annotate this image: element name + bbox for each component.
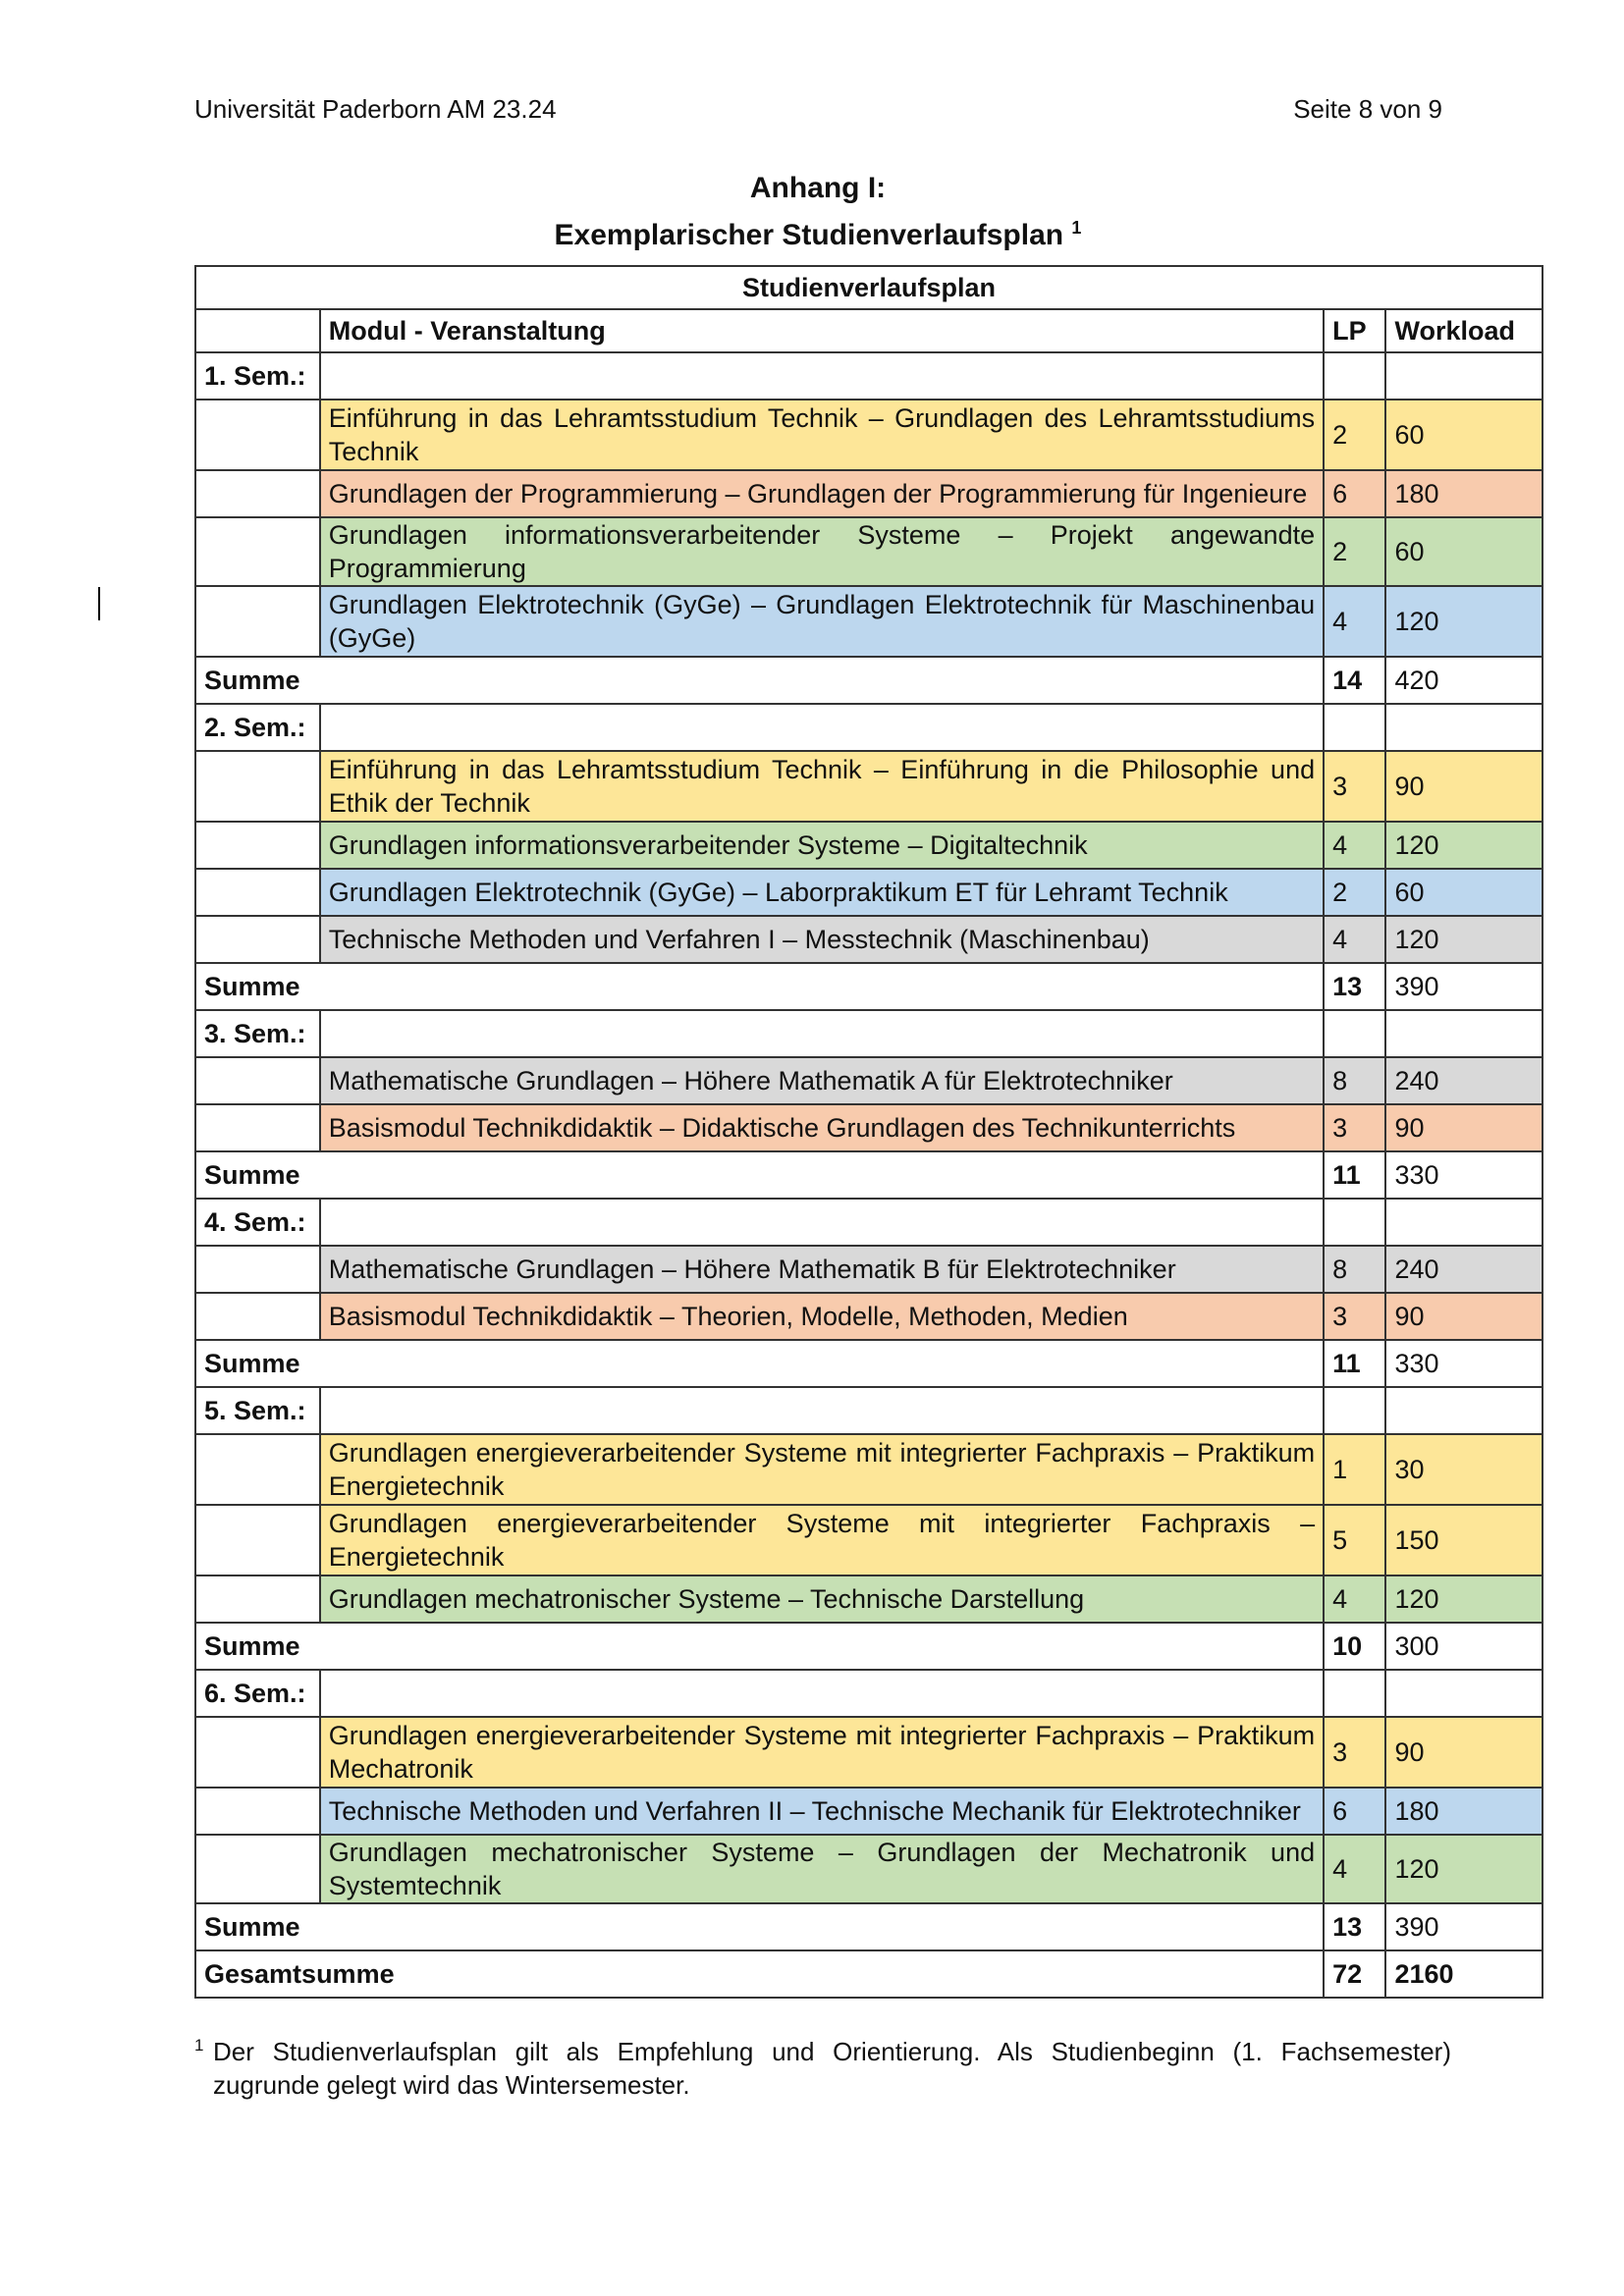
empty-cell bbox=[195, 1293, 320, 1340]
module-workload: 60 bbox=[1385, 400, 1543, 470]
sum-lp: 13 bbox=[1324, 1903, 1385, 1950]
module-lp: 2 bbox=[1324, 517, 1385, 586]
empty-cell bbox=[195, 1246, 320, 1293]
sum-label: Summe bbox=[195, 1340, 1324, 1387]
sum-label: Summe bbox=[195, 1151, 1324, 1199]
footnote-text: Der Studienverlaufsplan gilt als Empfehlung und Orientierung. Als Studienbeginn (1. Fachsemester) zugrunde gelegt wird das Wintersemester. bbox=[213, 2037, 1451, 2100]
module-row bbox=[195, 1717, 1543, 1788]
module-lp: 2 bbox=[1324, 869, 1385, 916]
empty-cell bbox=[1324, 704, 1385, 751]
sum-lp: 13 bbox=[1324, 963, 1385, 1010]
module-workload: 90 bbox=[1385, 1717, 1543, 1788]
semester-row bbox=[195, 1387, 1543, 1434]
module-workload: 90 bbox=[1385, 751, 1543, 822]
module-workload: 120 bbox=[1385, 1575, 1543, 1623]
empty-cell bbox=[195, 1434, 320, 1505]
empty-cell bbox=[320, 704, 1324, 751]
semester-sum-row bbox=[195, 1903, 1543, 1950]
empty-cell bbox=[320, 1199, 1324, 1246]
module-workload: 30 bbox=[1385, 1434, 1543, 1505]
sum-workload: 330 bbox=[1385, 1151, 1543, 1199]
module-name: Mathematische Grundlagen – Höhere Mathematik B für Elektrotechniker bbox=[320, 1246, 1324, 1293]
module-name: Grundlagen energieverarbeitender Systeme mit integrierter Fachpraxis – Energietechnik bbox=[320, 1505, 1324, 1575]
empty-cell bbox=[1385, 1010, 1543, 1057]
module-row bbox=[195, 751, 1543, 822]
module-row bbox=[195, 1246, 1543, 1293]
empty-cell bbox=[195, 1057, 320, 1104]
module-row bbox=[195, 470, 1543, 517]
empty-cell bbox=[195, 1835, 320, 1903]
module-row bbox=[195, 1434, 1543, 1505]
semester-label: 5. Sem.: bbox=[195, 1387, 320, 1434]
empty-cell bbox=[195, 822, 320, 869]
column-header-modul: Modul - Veranstaltung bbox=[320, 309, 1324, 352]
module-workload: 240 bbox=[1385, 1057, 1543, 1104]
empty-cell bbox=[1324, 1199, 1385, 1246]
semester-label: 4. Sem.: bbox=[195, 1199, 320, 1246]
semester-sum-row bbox=[195, 963, 1543, 1010]
table-header-row bbox=[195, 309, 1543, 352]
module-name: Technische Methoden und Verfahren I – Messtechnik (Maschinenbau) bbox=[320, 916, 1324, 963]
empty-cell bbox=[195, 1505, 320, 1575]
module-row bbox=[195, 400, 1543, 470]
module-name: Basismodul Technikdidaktik – Theorien, Modelle, Methoden, Medien bbox=[320, 1293, 1324, 1340]
empty-cell bbox=[195, 869, 320, 916]
sum-label: Summe bbox=[195, 963, 1324, 1010]
empty-cell bbox=[320, 352, 1324, 400]
semester-label: 6. Sem.: bbox=[195, 1670, 320, 1717]
module-name: Grundlagen informationsverarbeitender Systeme – Digitaltechnik bbox=[320, 822, 1324, 869]
title-line-2 bbox=[194, 208, 1441, 255]
module-name: Einführung in das Lehramtsstudium Technik – Einführung in die Philosophie und Ethik der Technik bbox=[320, 751, 1324, 822]
module-lp: 5 bbox=[1324, 1505, 1385, 1575]
empty-cell bbox=[1385, 352, 1543, 400]
empty-cell bbox=[320, 1010, 1324, 1057]
total-workload: 2160 bbox=[1385, 1950, 1543, 1998]
sum-lp: 10 bbox=[1324, 1623, 1385, 1670]
semester-sum-row bbox=[195, 1151, 1543, 1199]
module-row bbox=[195, 916, 1543, 963]
module-name: Grundlagen energieverarbeitender Systeme mit integrierter Fachpraxis – Praktikum Energietechnik bbox=[320, 1434, 1324, 1505]
title-footnote-ref: 1 bbox=[1071, 218, 1082, 238]
semester-label: 3. Sem.: bbox=[195, 1010, 320, 1057]
sum-lp: 11 bbox=[1324, 1340, 1385, 1387]
module-workload: 150 bbox=[1385, 1505, 1543, 1575]
semester-row bbox=[195, 1010, 1543, 1057]
title-text: Exemplarischer Studienverlaufsplan bbox=[554, 219, 1064, 251]
module-lp: 8 bbox=[1324, 1057, 1385, 1104]
footnote bbox=[194, 2035, 1451, 2102]
semester-label: 1. Sem.: bbox=[195, 352, 320, 400]
empty-cell bbox=[1385, 1199, 1543, 1246]
semester-label: 2. Sem.: bbox=[195, 704, 320, 751]
module-row bbox=[195, 1788, 1543, 1835]
sum-label: Summe bbox=[195, 657, 1324, 704]
empty-cell bbox=[1324, 1387, 1385, 1434]
empty-cell bbox=[195, 1788, 320, 1835]
text-cursor bbox=[98, 587, 100, 620]
module-workload: 90 bbox=[1385, 1104, 1543, 1151]
module-row bbox=[195, 1057, 1543, 1104]
module-workload: 120 bbox=[1385, 822, 1543, 869]
table-caption-row bbox=[195, 266, 1543, 309]
module-lp: 6 bbox=[1324, 470, 1385, 517]
module-workload: 120 bbox=[1385, 1835, 1543, 1903]
empty-cell bbox=[195, 586, 320, 657]
module-lp: 6 bbox=[1324, 1788, 1385, 1835]
semester-row bbox=[195, 1199, 1543, 1246]
empty-cell bbox=[195, 916, 320, 963]
module-name: Einführung in das Lehramtsstudium Technik – Grundlagen des Lehramtsstudiums Technik bbox=[320, 400, 1324, 470]
header-empty-cell bbox=[195, 309, 320, 352]
module-row bbox=[195, 517, 1543, 586]
footnote-number: 1 bbox=[194, 2036, 204, 2055]
module-row bbox=[195, 1505, 1543, 1575]
sum-workload: 420 bbox=[1385, 657, 1543, 704]
module-row bbox=[195, 822, 1543, 869]
empty-cell bbox=[1324, 1010, 1385, 1057]
empty-cell bbox=[1385, 1670, 1543, 1717]
module-lp: 2 bbox=[1324, 400, 1385, 470]
empty-cell bbox=[195, 470, 320, 517]
module-lp: 3 bbox=[1324, 1104, 1385, 1151]
empty-cell bbox=[195, 751, 320, 822]
total-label: Gesamtsumme bbox=[195, 1950, 1324, 1998]
table-caption: Studienverlaufsplan bbox=[195, 266, 1543, 309]
module-name: Grundlagen der Programmierung – Grundlagen der Programmierung für Ingenieure bbox=[320, 470, 1324, 517]
total-lp: 72 bbox=[1324, 1950, 1385, 1998]
module-row bbox=[195, 1575, 1543, 1623]
module-row bbox=[195, 1293, 1543, 1340]
empty-cell bbox=[320, 1387, 1324, 1434]
empty-cell bbox=[195, 1717, 320, 1788]
module-workload: 90 bbox=[1385, 1293, 1543, 1340]
module-lp: 3 bbox=[1324, 751, 1385, 822]
sum-workload: 390 bbox=[1385, 963, 1543, 1010]
empty-cell bbox=[195, 400, 320, 470]
study-plan-body bbox=[195, 266, 1543, 1998]
column-header-workload: Workload bbox=[1385, 309, 1543, 352]
module-name: Grundlagen Elektrotechnik (GyGe) – Grundlagen Elektrotechnik für Maschinenbau (GyGe) bbox=[320, 586, 1324, 657]
header-university: Universität Paderborn AM 23.24 bbox=[194, 94, 557, 124]
module-lp: 4 bbox=[1324, 586, 1385, 657]
sum-workload: 300 bbox=[1385, 1623, 1543, 1670]
module-name: Technische Methoden und Verfahren II – Technische Mechanik für Elektrotechniker bbox=[320, 1788, 1324, 1835]
empty-cell bbox=[195, 1104, 320, 1151]
module-lp: 3 bbox=[1324, 1293, 1385, 1340]
sum-lp: 14 bbox=[1324, 657, 1385, 704]
semester-row bbox=[195, 352, 1543, 400]
module-name: Grundlagen Elektrotechnik (GyGe) – Laborpraktikum ET für Lehramt Technik bbox=[320, 869, 1324, 916]
module-workload: 180 bbox=[1385, 470, 1543, 517]
sum-lp: 11 bbox=[1324, 1151, 1385, 1199]
module-workload: 60 bbox=[1385, 517, 1543, 586]
module-row bbox=[195, 1835, 1543, 1903]
module-row bbox=[195, 586, 1543, 657]
module-name: Basismodul Technikdidaktik – Didaktische Grundlagen des Technikunterrichts bbox=[320, 1104, 1324, 1151]
empty-cell bbox=[195, 1575, 320, 1623]
empty-cell bbox=[1385, 1387, 1543, 1434]
module-name: Grundlagen informationsverarbeitender Systeme – Projekt angewandte Programmierung bbox=[320, 517, 1324, 586]
total-row bbox=[195, 1950, 1543, 1998]
empty-cell bbox=[1385, 704, 1543, 751]
module-name: Grundlagen energieverarbeitender Systeme mit integrierter Fachpraxis – Praktikum Mechatronik bbox=[320, 1717, 1324, 1788]
empty-cell bbox=[320, 1670, 1324, 1717]
module-row bbox=[195, 1104, 1543, 1151]
module-name: Grundlagen mechatronischer Systeme – Grundlagen der Mechatronik und Systemtechnik bbox=[320, 1835, 1324, 1903]
module-lp: 4 bbox=[1324, 822, 1385, 869]
semester-sum-row bbox=[195, 1340, 1543, 1387]
header-page-number: Seite 8 von 9 bbox=[1293, 94, 1442, 124]
empty-cell bbox=[195, 517, 320, 586]
module-lp: 4 bbox=[1324, 916, 1385, 963]
module-workload: 240 bbox=[1385, 1246, 1543, 1293]
sum-workload: 390 bbox=[1385, 1903, 1543, 1950]
title-line-1: Anhang I: bbox=[749, 172, 887, 204]
column-header-lp: LP bbox=[1324, 309, 1385, 352]
semester-sum-row bbox=[195, 657, 1543, 704]
page-title bbox=[194, 169, 1441, 255]
module-name: Grundlagen mechatronischer Systeme – Technische Darstellung bbox=[320, 1575, 1324, 1623]
module-workload: 120 bbox=[1385, 586, 1543, 657]
module-workload: 60 bbox=[1385, 869, 1543, 916]
module-workload: 120 bbox=[1385, 916, 1543, 963]
study-plan-table bbox=[194, 265, 1543, 1999]
module-lp: 3 bbox=[1324, 1717, 1385, 1788]
empty-cell bbox=[1324, 352, 1385, 400]
semester-sum-row bbox=[195, 1623, 1543, 1670]
module-lp: 1 bbox=[1324, 1434, 1385, 1505]
module-lp: 4 bbox=[1324, 1575, 1385, 1623]
sum-workload: 330 bbox=[1385, 1340, 1543, 1387]
module-row bbox=[195, 869, 1543, 916]
empty-cell bbox=[1324, 1670, 1385, 1717]
sum-label: Summe bbox=[195, 1623, 1324, 1670]
semester-row bbox=[195, 704, 1543, 751]
sum-label: Summe bbox=[195, 1903, 1324, 1950]
semester-row bbox=[195, 1670, 1543, 1717]
module-lp: 8 bbox=[1324, 1246, 1385, 1293]
module-workload: 180 bbox=[1385, 1788, 1543, 1835]
module-name: Mathematische Grundlagen – Höhere Mathematik A für Elektrotechniker bbox=[320, 1057, 1324, 1104]
module-lp: 4 bbox=[1324, 1835, 1385, 1903]
